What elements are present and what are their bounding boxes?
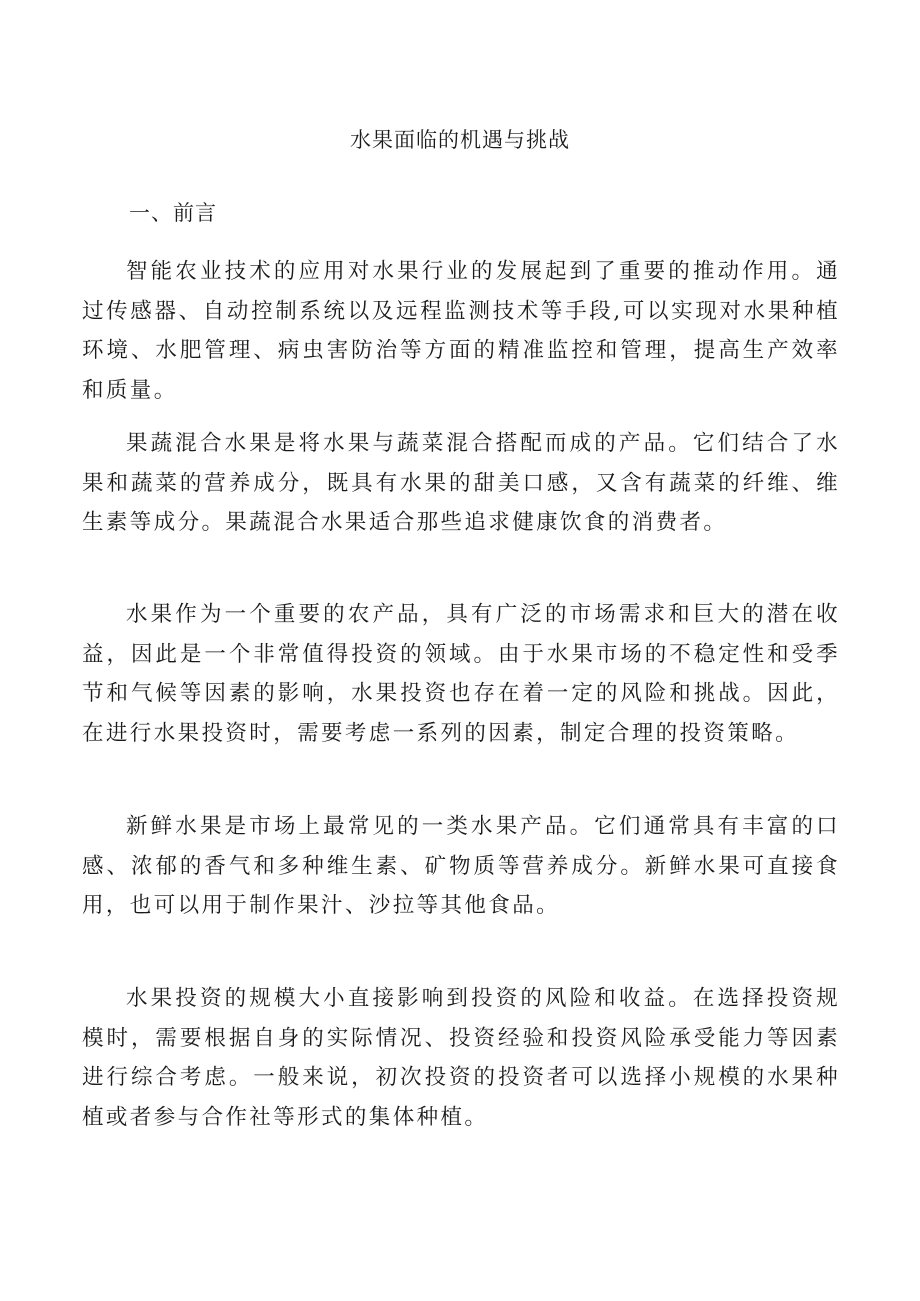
section-heading-preface: 一、前言: [129, 201, 217, 225]
document-title: 水果面临的机遇与挑战: [350, 128, 570, 152]
paragraph-fruit-vegetable-mix: 果蔬混合水果是将水果与蔬菜混合搭配而成的产品。它们结合了水果和蔬菜的营养成分，既具有水果的甜美口感，又含有蔬菜的纤维、维生素等成分。果蔬混合水果适合那些追求健康饮食的消费者。: [82, 431, 840, 535]
paragraph-investment-scale: 水果投资的规模大小直接影响到投资的风险和收益。在选择投资规模时，需要根据自身的实际情况、投资经验和投资风险承受能力等因素进行综合考虑。一般来说，初次投资的投资者可以选择小规模的水果种植或者参与合作社等形式的集体种植。: [82, 986, 840, 1130]
paragraph-fresh-fruit: 新鲜水果是市场上最常见的一类水果产品。它们通常具有丰富的口感、浓郁的香气和多种维生素、矿物质等营养成分。新鲜水果可直接食用，也可以用于制作果汁、沙拉等其他食品。: [82, 814, 840, 918]
paragraph-fruit-investment: 水果作为一个重要的农产品，具有广泛的市场需求和巨大的潜在收益，因此是一个非常值得投资的领域。由于水果市场的不稳定性和受季节和气候等因素的影响，水果投资也存在着一定的风险和挑战。因此，在进行水果投资时，需要考虑一系列的因素，制定合理的投资策略。: [82, 602, 840, 746]
paragraph-smart-agriculture: 智能农业技术的应用对水果行业的发展起到了重要的推动作用。通过传感器、自动控制系统以及远程监测技术等手段,可以实现对水果种植环境、水肥管理、病虫害防治等方面的精准监控和管理，提高生产效率和质量。: [82, 259, 840, 403]
